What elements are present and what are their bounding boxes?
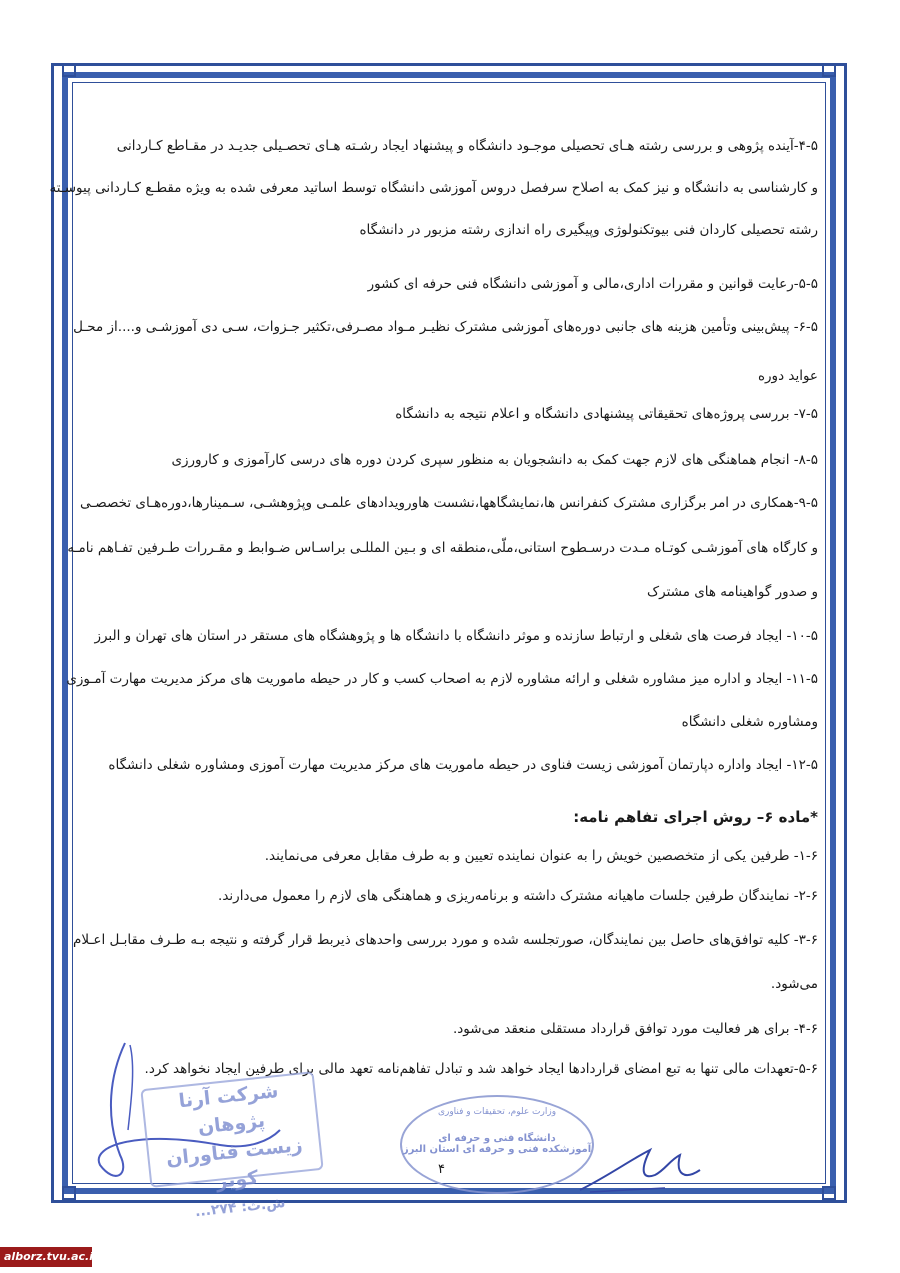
stamp-line: شرکت آرنا پژوهان <box>177 1080 280 1139</box>
company-stamp <box>140 1071 323 1221</box>
paragraph-line: ۶-۵- پیش‌بینی وتأمین هزینه های جانبی دوره‌های آموزشی مشترک نظیـر مـواد مصـرفی،تکثیر جـزوات، سـی دی آموزشـی و....از محـل <box>73 319 818 335</box>
seal-text: آموزشکده فنی و حرفه ای استان البرز <box>402 1144 592 1155</box>
section-heading: *ماده ۶– روش اجرای تفاهم نامه: <box>573 808 818 826</box>
frame-corner-ornament <box>822 1186 836 1200</box>
paragraph-line: و کارشناسی به دانشگاه و نیز کمک به اصلاح سرفصل دروس آموزشی دانشگاه توسط اساتید معرفی شده به ویژه مقطـع کـاردانی پیوسـته <box>49 180 818 196</box>
paragraph-line: ۱۱-۵- ایجاد و اداره میز مشاوره شغلی و ارائه مشاوره لازم به اصحاب کسب و کار در حیطه ماموریت های مرکز مدیریت مهارت آمـوزی <box>66 671 818 687</box>
paragraph-line: ۴-۵-آینده پژوهی و بررسی رشته هـای تحصیلی موجـود دانشگاه و پیشنهاد ایجاد رشـته هـای تحصـیلی جدیـد در مقـاطع کـاردانی <box>116 138 818 154</box>
signature-right <box>570 1120 710 1200</box>
seal-text: دانشگاه فنی و حرفه ای <box>438 1133 556 1144</box>
paragraph-line: رشته تحصیلی کاردان فنی بیوتکنولوژی وپیگیری راه اندازی رشته مزبور در دانشگاه <box>359 222 818 238</box>
paragraph-line: عواید دوره <box>757 368 818 384</box>
footer-url-badge[interactable]: alborz.tvu.ac.ir <box>0 1247 92 1267</box>
paragraph-line: ۷-۵- بررسی پروژه‌های تحقیقاتی پیشنهادی دانشگاه و اعلام نتیجه به دانشگاه <box>395 406 818 422</box>
list-item: می‌شود. <box>770 976 818 992</box>
page-number: ۴ <box>438 1162 445 1177</box>
paragraph-line: ۵-۵-رعایت قوانین و مقررات اداری،مالی و آموزشی دانشگاه فنی حرفه ای کشور <box>367 276 818 292</box>
list-item: ۴-۶- برای هر فعالیت مورد توافق قرارداد مستقلی منعقد می‌شود. <box>452 1021 818 1037</box>
paragraph-line: ۹-۵-همکاری در امر برگزاری مشترک کنفرانس ها،نمایشگاهها،نشست هاورویدادهای علمـی وپژوهشـی، سـمینارها،دوره‌هـای تخصصـی <box>80 495 818 511</box>
stamp-line: زیست فناوران کویر <box>165 1133 304 1193</box>
paragraph-line: ومشاوره شغلی دانشگاه <box>681 714 818 730</box>
list-item: ۵-۶-تعهدات مالی تنها به تبع امضای قراردادها ایجاد خواهد شد و تبادل تفاهم‌نامه تعهد مالی برای طرفین ایجاد نخواهد کرد. <box>144 1061 818 1077</box>
university-seal <box>400 1095 594 1194</box>
seal-text: وزارت علوم، تحقیقات و فناوری <box>437 1107 557 1117</box>
paragraph-line: ۱۰-۵- ایجاد فرصت های شغلی و ارتباط سازنده و موثر دانشگاه با دانشگاه ها و پژوهشگاه های مستقر در استان های تهران و البرز <box>94 628 818 644</box>
paragraph-line: و صدور گواهینامه های مشترک <box>647 584 818 600</box>
frame-corner-ornament <box>822 63 836 77</box>
list-item: ۱-۶- طرفین یکی از متخصصین خویش را به عنوان نماینده تعیین و به طرف مقابل معرفی می‌نمایند. <box>264 848 818 864</box>
paragraph-line: ۸-۵- انجام هماهنگی های لازم جهت کمک به دانشجویان به منظور سپری کردن دوره های درسی کارآموزی و کارورزی <box>171 452 818 468</box>
frame-corner-ornament <box>62 63 76 77</box>
list-item: ۲-۶- نمایندگان طرفین جلسات ماهیانه مشترک داشته و برنامه‌ریزی و هماهنگی های لازم را معمول می‌دارند. <box>218 888 818 904</box>
paragraph-line: ۱۲-۵- ایجاد واداره دپارتمان آموزشی زیست فناوی در حیطه ماموریت های مرکز مدیریت مهارت آموزی ومشاوره شغلی دانشگاه <box>108 757 818 773</box>
paragraph-line: و کارگاه های آموزشـی کوتـاه مـدت درسـطوح استانی،ملّی،منطقه ای و بـین المللـی براسـاس ضـوابط و مقـررات طـرفین تفـاهم نامـه <box>67 540 818 556</box>
stamp-line: ش.ث: ۲۷۴... <box>194 1194 287 1221</box>
list-item: ۳-۶- کلیه توافق‌های حاصل بین نمایندگان، صورتجلسه شده و مورد بررسی واحدهای ذیربط قرار گرفته و نتیجه بـه طـرف مقابـل اعـلام <box>73 932 818 948</box>
frame-corner-ornament <box>62 1186 76 1200</box>
